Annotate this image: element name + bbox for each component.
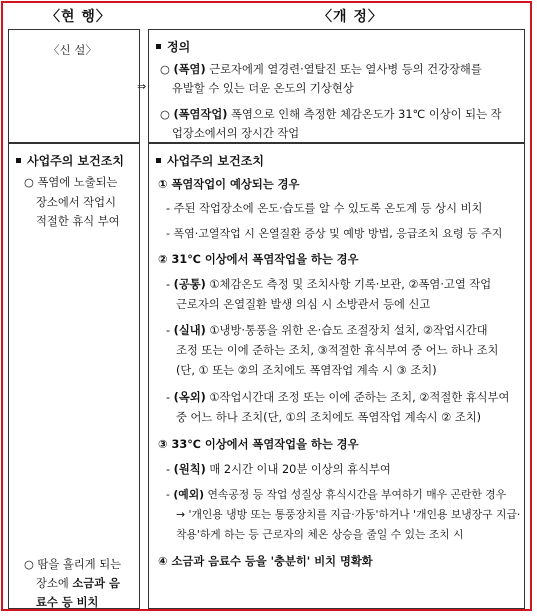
case3-exception-line1: - (예외) 연속공정 등 작업 성질상 휴식시간을 부여하기 매우 곤란한 경우 [166, 488, 507, 501]
case2-common-line2: 근로자의 온열질환 발생 의심 시 소방관서 등에 신고 [176, 298, 431, 311]
left-bullet2-line3: 료수 등 비치 [36, 596, 99, 609]
def1-line2: 유발할 수 있는 더운 온도의 기상현상 [172, 82, 354, 95]
def1-line1: ○ (폭염) 근로자에게 열경련·열탈진 또는 열사병 등의 건강장해를 [160, 63, 482, 76]
case2-title: ② 31℃ 이상에서 폭염작업을 하는 경우 [158, 253, 359, 266]
case2-indoor-line1: - (실내) ①냉방·통풍을 위한 온·습도 조절장치 설치, ②작업시간대 [166, 324, 488, 337]
case3-title: ③ 33℃ 이상에서 폭염작업을 하는 경우 [158, 438, 359, 451]
left-bullet2-line1: ○ 땀을 흘리게 되는 [24, 558, 122, 571]
case1-item-a: - 주된 작업장소에 온도·습도를 알 수 있도록 온도계 등 상시 비치 [166, 202, 483, 215]
case2-indoor-line3: (단, ① 또는 ②의 조치에도 폭염작업 계속 시 ③ 조치) [176, 364, 437, 377]
left-section-title: 사업주의 보건조치 [16, 152, 124, 169]
bullet-icon [16, 158, 21, 163]
case1-item-b: - 폭염·고열작업 시 온열질환 증상 및 예방 방법, 응급조치 요령 등 주지 [166, 227, 503, 240]
case3-exception-line3: 착용'하게 하는 등 근로자의 체온 상승을 줄일 수 있는 조치 시 [176, 528, 464, 541]
left-bullet2-line2: 장소에 소금과 음 [36, 577, 120, 590]
bullet-icon [156, 158, 161, 163]
def2-line1: ○ (폭염작업) 폭염으로 인해 측정한 체감온도가 31℃ 이상이 되는 작 [160, 108, 502, 121]
bullet-icon [156, 44, 161, 49]
case2-outdoor-line1: - (옥외) ①작업시간대 조정 또는 이에 준하는 조치, ②적절한 휴식부여 [166, 391, 510, 404]
header-current: 〈현 행〉 [46, 9, 111, 25]
new-note: 〈신 설〉 [48, 43, 97, 57]
left-bullet1-line1: ○ 폭염에 노출되는 [24, 176, 118, 189]
case2-outdoor-line2: 중 어느 하나 조치(단, ①의 조치에도 폭염작업 계속시 ② 조치) [176, 411, 482, 424]
case2-indoor-line2: 조정 또는 이에 준하는 조치, ③적절한 휴식부여 중 어느 하나 조치 [176, 344, 499, 357]
measures-title: 사업주의 보건조치 [156, 152, 264, 169]
def2-line2: 업장소에서의 장시간 작업 [172, 127, 300, 140]
case1-title: ① 폭염작업이 예상되는 경우 [158, 178, 300, 191]
arrow-icon: ⇒ [137, 80, 147, 93]
header-revised: 〈개 정〉 [318, 9, 383, 25]
left-bullet1-line3: 적절한 휴식 부여 [36, 215, 120, 228]
case3-principle: - (원칙) 매 2시간 이내 20분 이상의 휴식부여 [166, 463, 391, 476]
case3-exception-line2: → '개인용 냉방 또는 통풍장치를 지급·가동'하거나 '개인용 보냉장구 지급· [176, 508, 521, 521]
case4-title: ④ 소금과 음료수 등을 '충분히' 비치 명확화 [158, 555, 373, 568]
def-title: 정의 [156, 38, 190, 55]
left-bullet1-line2: 장소에서 작업시 [36, 196, 116, 209]
case2-common-line1: - (공통) ①체감온도 측정 및 조치사항 기록·보관, ②폭염·고열 작업 [166, 278, 492, 291]
